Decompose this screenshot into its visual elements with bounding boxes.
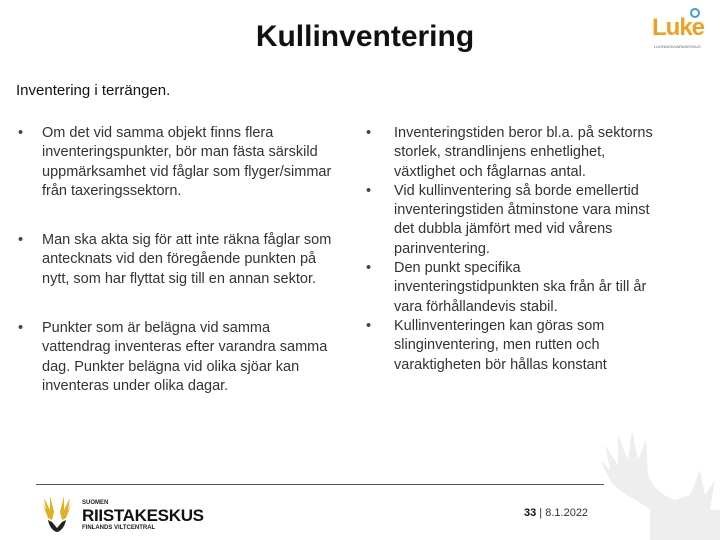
bullet-glyph: • (366, 317, 372, 334)
left-bullet-item (18, 124, 338, 201)
right-bullet-item (362, 182, 662, 259)
bullet-text: Om det vid samma objekt finns flera inventeringspunkter, bör man fästa särskild uppmärksamhet vid fåglar som flyger/simmar från taxeringssektorn. (42, 125, 332, 199)
right-bullet-item (362, 317, 662, 375)
moose-antler-watermark-icon (580, 400, 720, 540)
bullet-glyph: • (366, 125, 372, 141)
luke-logo-sub: LUONNONVARAKESKUS (654, 44, 701, 49)
right-bullet-list (362, 124, 662, 375)
antler-logo-icon (36, 494, 78, 534)
right-bullet-item (362, 124, 662, 182)
bullet-text: Inventeringstiden beror bl.a. på sektorns storlek, strandlinjens enhetlighet, växtlighet och fåglarnas antal. (394, 125, 653, 180)
riistakeskus-name: RIISTAKESKUS (82, 506, 204, 525)
luke-logo (652, 6, 710, 50)
bullet-text: Kullinventeringen kan göras som slinginventering, men rutten och varaktigheten bör hållas konstant (394, 317, 607, 373)
bullet-glyph: • (18, 232, 24, 249)
bullet-text: Punkter som är belägna vid samma vattendrag inventeras efter varandra samma dag. Punkter belägna vid olika sjöar kan inventeras under olika dagar. (42, 320, 328, 394)
riistakeskus-bottom-text: FINLANDS VILTCENTRAL (82, 525, 156, 531)
page-title: Kullinventering (255, 20, 475, 53)
riistakeskus-logo (36, 494, 216, 534)
bullet-text: Vid kullinventering så borde emellertid inventeringstiden åtminstone vara minst det dubbla jämfört med vid vårens parinventering. (394, 182, 650, 257)
left-bullet-list (18, 124, 338, 426)
footer-divider (36, 484, 604, 485)
slide-footer (524, 507, 588, 519)
right-bullet-item (362, 259, 662, 317)
slide-subtitle: Inventering i terrängen. (16, 82, 171, 99)
bullet-glyph: • (18, 125, 24, 141)
bullet-glyph: • (366, 182, 372, 199)
left-bullet-item (18, 231, 338, 289)
bullet-glyph: • (18, 320, 24, 337)
page-number: 33 (524, 507, 537, 519)
footer-separator: | (536, 507, 546, 519)
bullet-text: Den punkt specifika inventeringstidpunkten ska från år till år vara förhållandevis stabil. (394, 260, 647, 315)
bullet-text: Man ska akta sig för att inte räkna fåglar som antecknats vid den föregående punkten på nytt, som har flyttat sig till en annan sektor. (42, 232, 332, 287)
bullet-glyph: • (366, 260, 372, 277)
slide-date: 8.1.2022 (545, 507, 589, 519)
riistakeskus-top-text: SUOMEN (82, 500, 109, 506)
left-bullet-item (18, 319, 338, 396)
luke-logo-word: Luke (652, 14, 705, 41)
